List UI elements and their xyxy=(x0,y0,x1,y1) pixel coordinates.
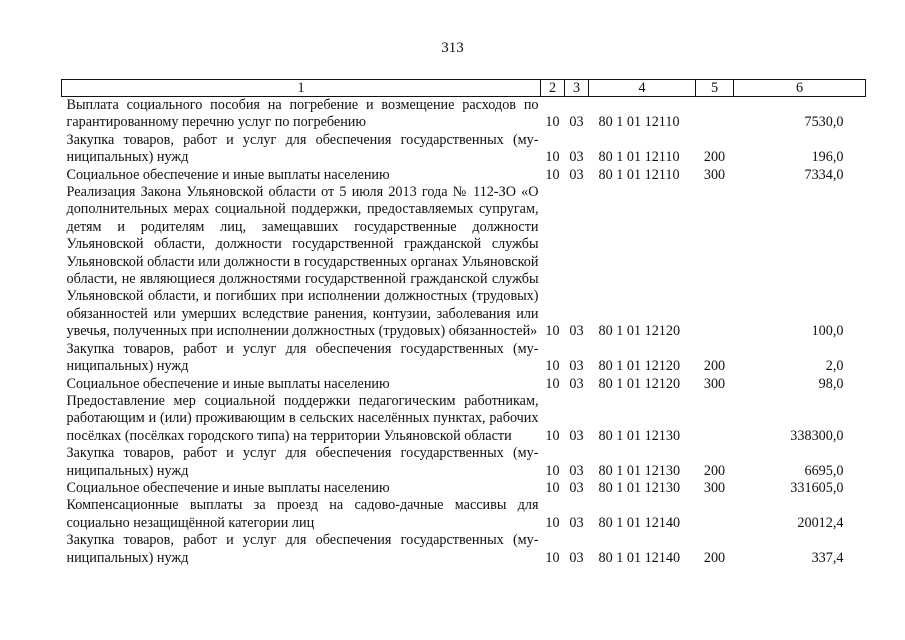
row-amount: 196,0 xyxy=(811,149,844,166)
row-expense-type: 300 xyxy=(703,479,726,496)
row-expense-type: 200 xyxy=(703,549,726,566)
table-row xyxy=(62,376,866,393)
header-col-2: 2 xyxy=(541,80,565,97)
header-row xyxy=(62,80,866,97)
row-subsection: 03 xyxy=(569,479,584,496)
row-section: 10 xyxy=(545,549,560,566)
row-section: 10 xyxy=(545,462,560,479)
row-name: Реализация Закона Ульяновской области от 5 июля 2013 года № 112-ЗО «О дополнительных мерах социальной поддержки, предоставляемых супругам, детям и родителям лиц, замещавших государственные должности Ульяновской области, должности государственной гражданской службы Ульяновской области или должности в государственных органах Ульяновской области, не являющиеся должностями государственной гражданской службы Ульяновской области, и погибших при исполнении должностных (трудовых) обязанностей или умерших вследствие ранения, контузии, заболевания или увечья, полученных при исполнении должностных (трудовых) обязанностей» xyxy=(66,184,539,340)
row-target-article: 80 1 01 12120 xyxy=(598,358,681,375)
row-subsection: 03 xyxy=(569,462,584,479)
row-name: Социальное обеспечение и иные выплаты населению xyxy=(66,375,390,392)
table-row xyxy=(62,184,866,341)
row-amount: 337,4 xyxy=(811,549,844,566)
row-section: 10 xyxy=(545,479,560,496)
budget-table xyxy=(61,79,866,567)
table-row xyxy=(62,167,866,184)
row-section: 10 xyxy=(545,149,560,166)
header-col-3: 3 xyxy=(565,80,589,97)
header-col-5: 5 xyxy=(696,80,734,97)
row-amount: 100,0 xyxy=(811,323,844,340)
row-target-article: 80 1 01 12110 xyxy=(598,149,680,166)
row-section: 10 xyxy=(545,375,560,392)
table-row xyxy=(62,480,866,497)
row-subsection: 03 xyxy=(569,375,584,392)
row-subsection: 03 xyxy=(569,358,584,375)
row-target-article: 80 1 01 12130 xyxy=(598,462,681,479)
row-section: 10 xyxy=(545,114,560,131)
row-expense-type: 300 xyxy=(703,166,726,183)
row-subsection: 03 xyxy=(569,514,584,531)
row-name: Закупка товаров, работ и услуг для обеспечения государственных (муниципальных) нужд xyxy=(66,532,539,566)
row-subsection: 03 xyxy=(569,114,584,131)
row-amount: 7530,0 xyxy=(804,114,844,131)
row-target-article: 80 1 01 12130 xyxy=(598,427,681,444)
row-expense-type xyxy=(696,184,734,341)
row-section: 10 xyxy=(545,514,560,531)
table-header xyxy=(62,80,866,97)
table-row xyxy=(62,497,866,532)
row-name: Выплата социального пособия на погребение и возмещение расходов по гарантированному перечню услуг по погребению xyxy=(66,97,539,131)
row-name: Закупка товаров, работ и услуг для обеспечения государственных (муниципальных) нужд xyxy=(66,131,539,166)
table-row xyxy=(62,445,866,480)
row-expense-type: 200 xyxy=(703,462,726,479)
row-expense-type: 300 xyxy=(703,375,726,392)
table-row xyxy=(62,393,866,445)
row-amount: 6695,0 xyxy=(804,462,844,479)
row-expense-type xyxy=(696,97,734,132)
table-row xyxy=(62,132,866,167)
row-expense-type xyxy=(696,497,734,532)
table-row xyxy=(62,97,866,132)
row-amount: 331605,0 xyxy=(790,479,844,496)
table-row xyxy=(62,341,866,376)
row-section: 10 xyxy=(545,358,560,375)
row-target-article: 80 1 01 12110 xyxy=(598,114,680,131)
row-subsection: 03 xyxy=(569,166,584,183)
row-section: 10 xyxy=(545,427,560,444)
row-amount: 20012,4 xyxy=(797,514,844,531)
table-body xyxy=(62,97,866,567)
row-name: Социальное обеспечение и иные выплаты населению xyxy=(66,479,390,496)
row-target-article: 80 1 01 12120 xyxy=(598,323,681,340)
row-name: Компенсационные выплаты за проезд на садово-дачные массивы для социально незащищённой категории лиц xyxy=(66,497,539,531)
row-subsection: 03 xyxy=(569,149,584,166)
row-name: Социальное обеспечение и иные выплаты населению xyxy=(66,166,390,183)
header-col-1: 1 xyxy=(62,80,541,97)
row-name: Закупка товаров, работ и услуг для обеспечения государственных (муниципальных) нужд xyxy=(66,445,539,479)
row-expense-type: 200 xyxy=(703,149,726,166)
row-subsection: 03 xyxy=(569,427,584,444)
row-section: 10 xyxy=(545,323,560,340)
row-amount: 338300,0 xyxy=(790,427,844,444)
row-expense-type xyxy=(696,393,734,445)
row-name: Закупка товаров, работ и услуг для обеспечения государственных (муниципальных) нужд xyxy=(66,340,539,375)
header-col-6: 6 xyxy=(734,80,866,97)
row-subsection: 03 xyxy=(569,323,584,340)
table-row xyxy=(62,532,866,567)
row-target-article: 80 1 01 12140 xyxy=(598,549,681,566)
row-name: Предоставление мер социальной поддержки педагогическим работникам, работающим и (или) проживающим в сельских населённых пунктах, рабочих посёлках (посёлках городского типа) на территории Ульяновской области xyxy=(66,392,539,444)
row-amount: 2,0 xyxy=(825,358,844,375)
row-target-article: 80 1 01 12120 xyxy=(598,375,681,392)
row-amount: 7334,0 xyxy=(804,166,844,183)
row-target-article: 80 1 01 12140 xyxy=(598,514,681,531)
row-expense-type: 200 xyxy=(703,358,726,375)
row-target-article: 80 1 01 12110 xyxy=(598,166,680,183)
header-col-4: 4 xyxy=(589,80,696,97)
page-number: 313 xyxy=(441,40,464,56)
row-section: 10 xyxy=(545,166,560,183)
row-target-article: 80 1 01 12130 xyxy=(598,479,681,496)
row-amount: 98,0 xyxy=(818,375,844,392)
row-subsection: 03 xyxy=(569,549,584,566)
